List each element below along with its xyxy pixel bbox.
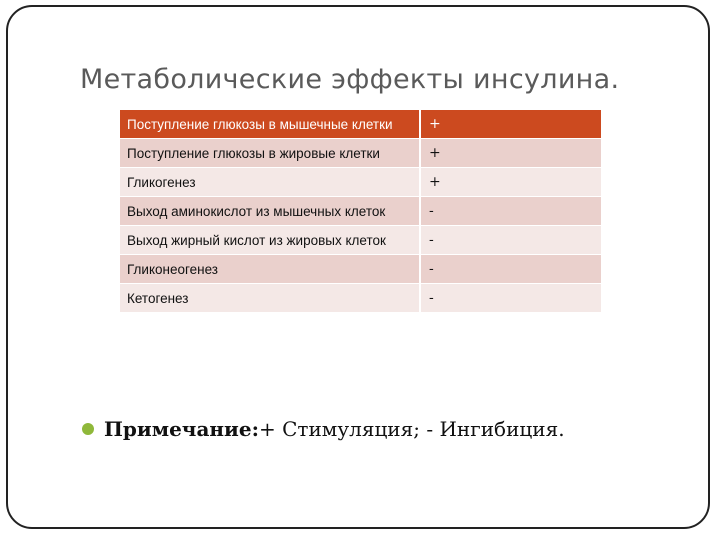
table-row xyxy=(120,197,601,226)
note-label: Примечание: xyxy=(104,417,259,441)
table-row xyxy=(120,168,601,197)
effect-cell: - xyxy=(420,255,601,284)
table-row xyxy=(120,110,601,139)
slide-title: Метаболические эффекты инсулина. xyxy=(80,64,620,95)
note-text: + Стимуляция; - Ингибиция. xyxy=(258,417,565,441)
insulin-effects-table xyxy=(120,110,601,313)
process-cell: Гликонеогенез xyxy=(120,255,420,284)
note-line xyxy=(82,417,565,441)
table-row xyxy=(120,255,601,284)
effect-cell: - xyxy=(420,197,601,226)
process-cell: Выход жирный кислот из жировых клеток xyxy=(120,226,420,255)
effect-cell: + xyxy=(420,139,601,168)
effect-cell: + xyxy=(420,168,601,197)
bullet-icon xyxy=(82,423,94,435)
table-row xyxy=(120,139,601,168)
process-cell: Поступление глюкозы в жировые клетки xyxy=(120,139,420,168)
process-cell: Гликогенез xyxy=(120,168,420,197)
process-cell: Выход аминокислот из мышечных клеток xyxy=(120,197,420,226)
table-row xyxy=(120,226,601,255)
effect-cell: - xyxy=(420,226,601,255)
process-cell: Поступление глюкозы в мышечные клетки xyxy=(120,110,420,139)
process-cell: Кетогенез xyxy=(120,284,420,313)
effect-cell: + xyxy=(420,110,601,139)
table-row xyxy=(120,284,601,313)
effect-cell: - xyxy=(420,284,601,313)
